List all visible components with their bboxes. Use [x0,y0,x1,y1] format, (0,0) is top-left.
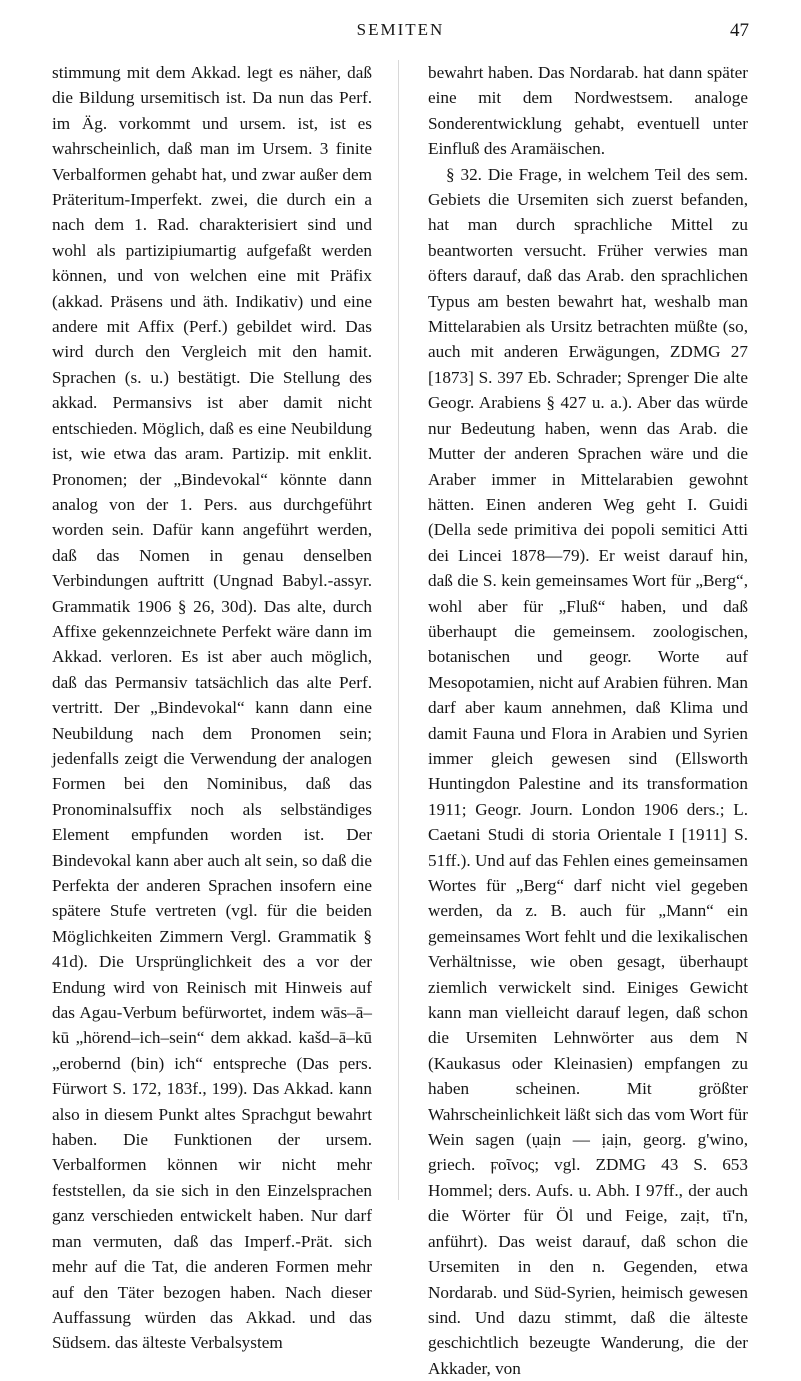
right-column-paragraph-2: § 32. Die Frage, in welchem Teil des sem. Gebiets die Ursemiten sich zuerst befanden, hat man durch sprachliche Mittel zu beantworten versucht. Früher verwies man öfters darauf, daß das Arab. den sprachlichen Typus am besten bewahrt hat, weshalb man Mittelarabien als Ursitz betrachten müßte (so, auch mit anderen Erwägungen, ZDMG 27 [1873] S. 397 Eb. Schrader; Sprenger Die alte Geogr. Arabiens § 427 u. a.). Aber das würde nur Bedeutung haben, wenn das Arab. die Mutter der anderen Sprachen wäre und die Araber immer in Mittelarabien gewohnt hätten. Einen anderen Weg geht I. Guidi (Della sede primitiva dei popoli semitici Atti dei Lincei 1878—79). Er weist darauf hin, daß die S. kein gemeinsames Wort für „Berg“, wohl aber für „Fluß“ haben, und daß überhaupt die gemeinsem. zoologischen, botanischen und geogr. Worte auf Mesopotamien, nicht auf Arabien führen. Man darf aber kaum annehmen, daß Klima und damit Fauna und Flora in Arabien und Syrien immer gleich gewesen sind (Ellsworth Huntingdon Palestine and its transformation 1911; Geogr. Journ. London 1906 ders.; L. Caetani Studi di storia Orientale I [1911] S. 51ff.). Und auf das Fehlen eines gemeinsamen Wortes für „Berg“ darf nicht viel gegeben werden, da z. B. auch für „Mann“ ein gemeinsames Wort fehlt und die lexikalischen Verhältnisse, wie oben gesagt, überhaupt ziemlich verwickelt sind. Einiges Gewicht kann man vielleicht darauf legen, daß schon die Ursemiten Lehnwörter aus dem N (Kaukasus oder Kleinasien) empfangen zu haben scheinen. Mit größter Wahrscheinlichkeit läßt sich das vom Wort für Wein sagen (ụaịn — ịaịn, georg. g'wino, griech. ϝοῖνος; vgl. ZDMG 43 S. 653 Hommel; ders. Aufs. u. Abh. I 97ff., der auch die Wörter für Öl und Feige, zaịt, tī'n, anführt). Das weist darauf, daß schon die Ursemiten in den n. Gegenden, etwa Nordarab. und Süd-Syrien, heimisch gewesen sind. Und dazu stimmt, daß die älteste geschichtlich bezeugte Wanderung, die der Akkader, von [428,164,748,1378]
left-column-text: stimmung mit dem Akkad. legt es näher, daß die Bildung ursemitisch ist. Da nun das Perf. im Äg. vorkommt und ursem. ist, ist es wahrscheinlich, daß man im Ursem. 3 finite Verbalformen gehabt hat, und zwar außer dem Präteritum-Imperfekt. zwei, die durch ein a nach dem 1. Rad. charakterisiert sind und wohl als partizipiumartig aufgefaßt werden können, und von welchen eine mit Präfix (akkad. Präsens und äth. Indikativ) und eine andere mit Affix (Perf.) gebildet wird. Das wird durch den Vergleich mit den hamit. Sprachen (s. u.) bestätigt. Die Stellung des akkad. Permansivs ist aber damit nicht entschieden. Möglich, daß es eine Neubildung ist, wie etwa das aram. Partizip. mit enklit. Pronomen; der „Bindevokal“ könnte dann analog von der 1. Pers. aus durchgeführt worden sein. Dafür kann angeführt werden, daß das Nomen in genau denselben Verbindungen auftritt (Ungnad Babyl.-assyr. Grammatik 1906 § 26, 30d). Das alte, durch Affixe gekennzeichnete Perfekt wäre dann im Akkad. verloren. Es ist aber auch möglich, daß das Permansiv tatsächlich das alte Perf. vertritt. Der „Bindevokal“ kann dann eine Neubildung nach dem Pronomen sein; jedenfalls zeigt die Verwendung der analogen Formen bei den Nominibus, daß das Pronominalsuffix noch als selbständiges Element empfunden worden ist. Der Bindevokal kann aber auch alt sein, so daß die Perfekta der anderen Sprachen insofern eine spätere Stufe vertreten (vgl. für die beiden Möglichkeiten Zimmern Vergl. Grammatik § 41d). Die Ursprünglichkeit des a vor der Endung wird von Reinisch mit Hinweis auf das Agau-Verbum befürwortet, indem wās–ā–kū „hörend–ich–sein“ dem akkad. kašd–ā–kū „erobernd (bin) ich“ entspreche (Das pers. Fürwort S. 172, 183f., 199). Das Akkad. kann also in diesem Punkt altes Sprachgut bewahrt haben. Die Funktionen der ursem. Verbalformen können wir nicht mehr feststellen, da sie sich in den Einzelsprachen ganz verschieden entwickelt haben. Nur darf man vermuten, daß das Imperf.-Prät. sich mehr auf die Tat, die anderen Formen mehr auf den Täter bezogen haben. Nach dieser Auffassung würden das Akkad. und das Südsem. das älteste Verbalsystem [52,63,372,1353]
right-column-paragraph-1: bewahrt haben. Das Nordarab. hat dann später eine mit dem Nordwestsem. analoge Sonderentwicklung gehabt, eventuell unter Einfluß des Aramäischen. [428,63,748,159]
page-number: 47 [730,20,749,41]
page-header [0,0,801,50]
running-head: SEMITEN [356,20,445,39]
right-column [428,60,748,1381]
left-column [52,60,372,1356]
column-divider [398,60,399,1200]
